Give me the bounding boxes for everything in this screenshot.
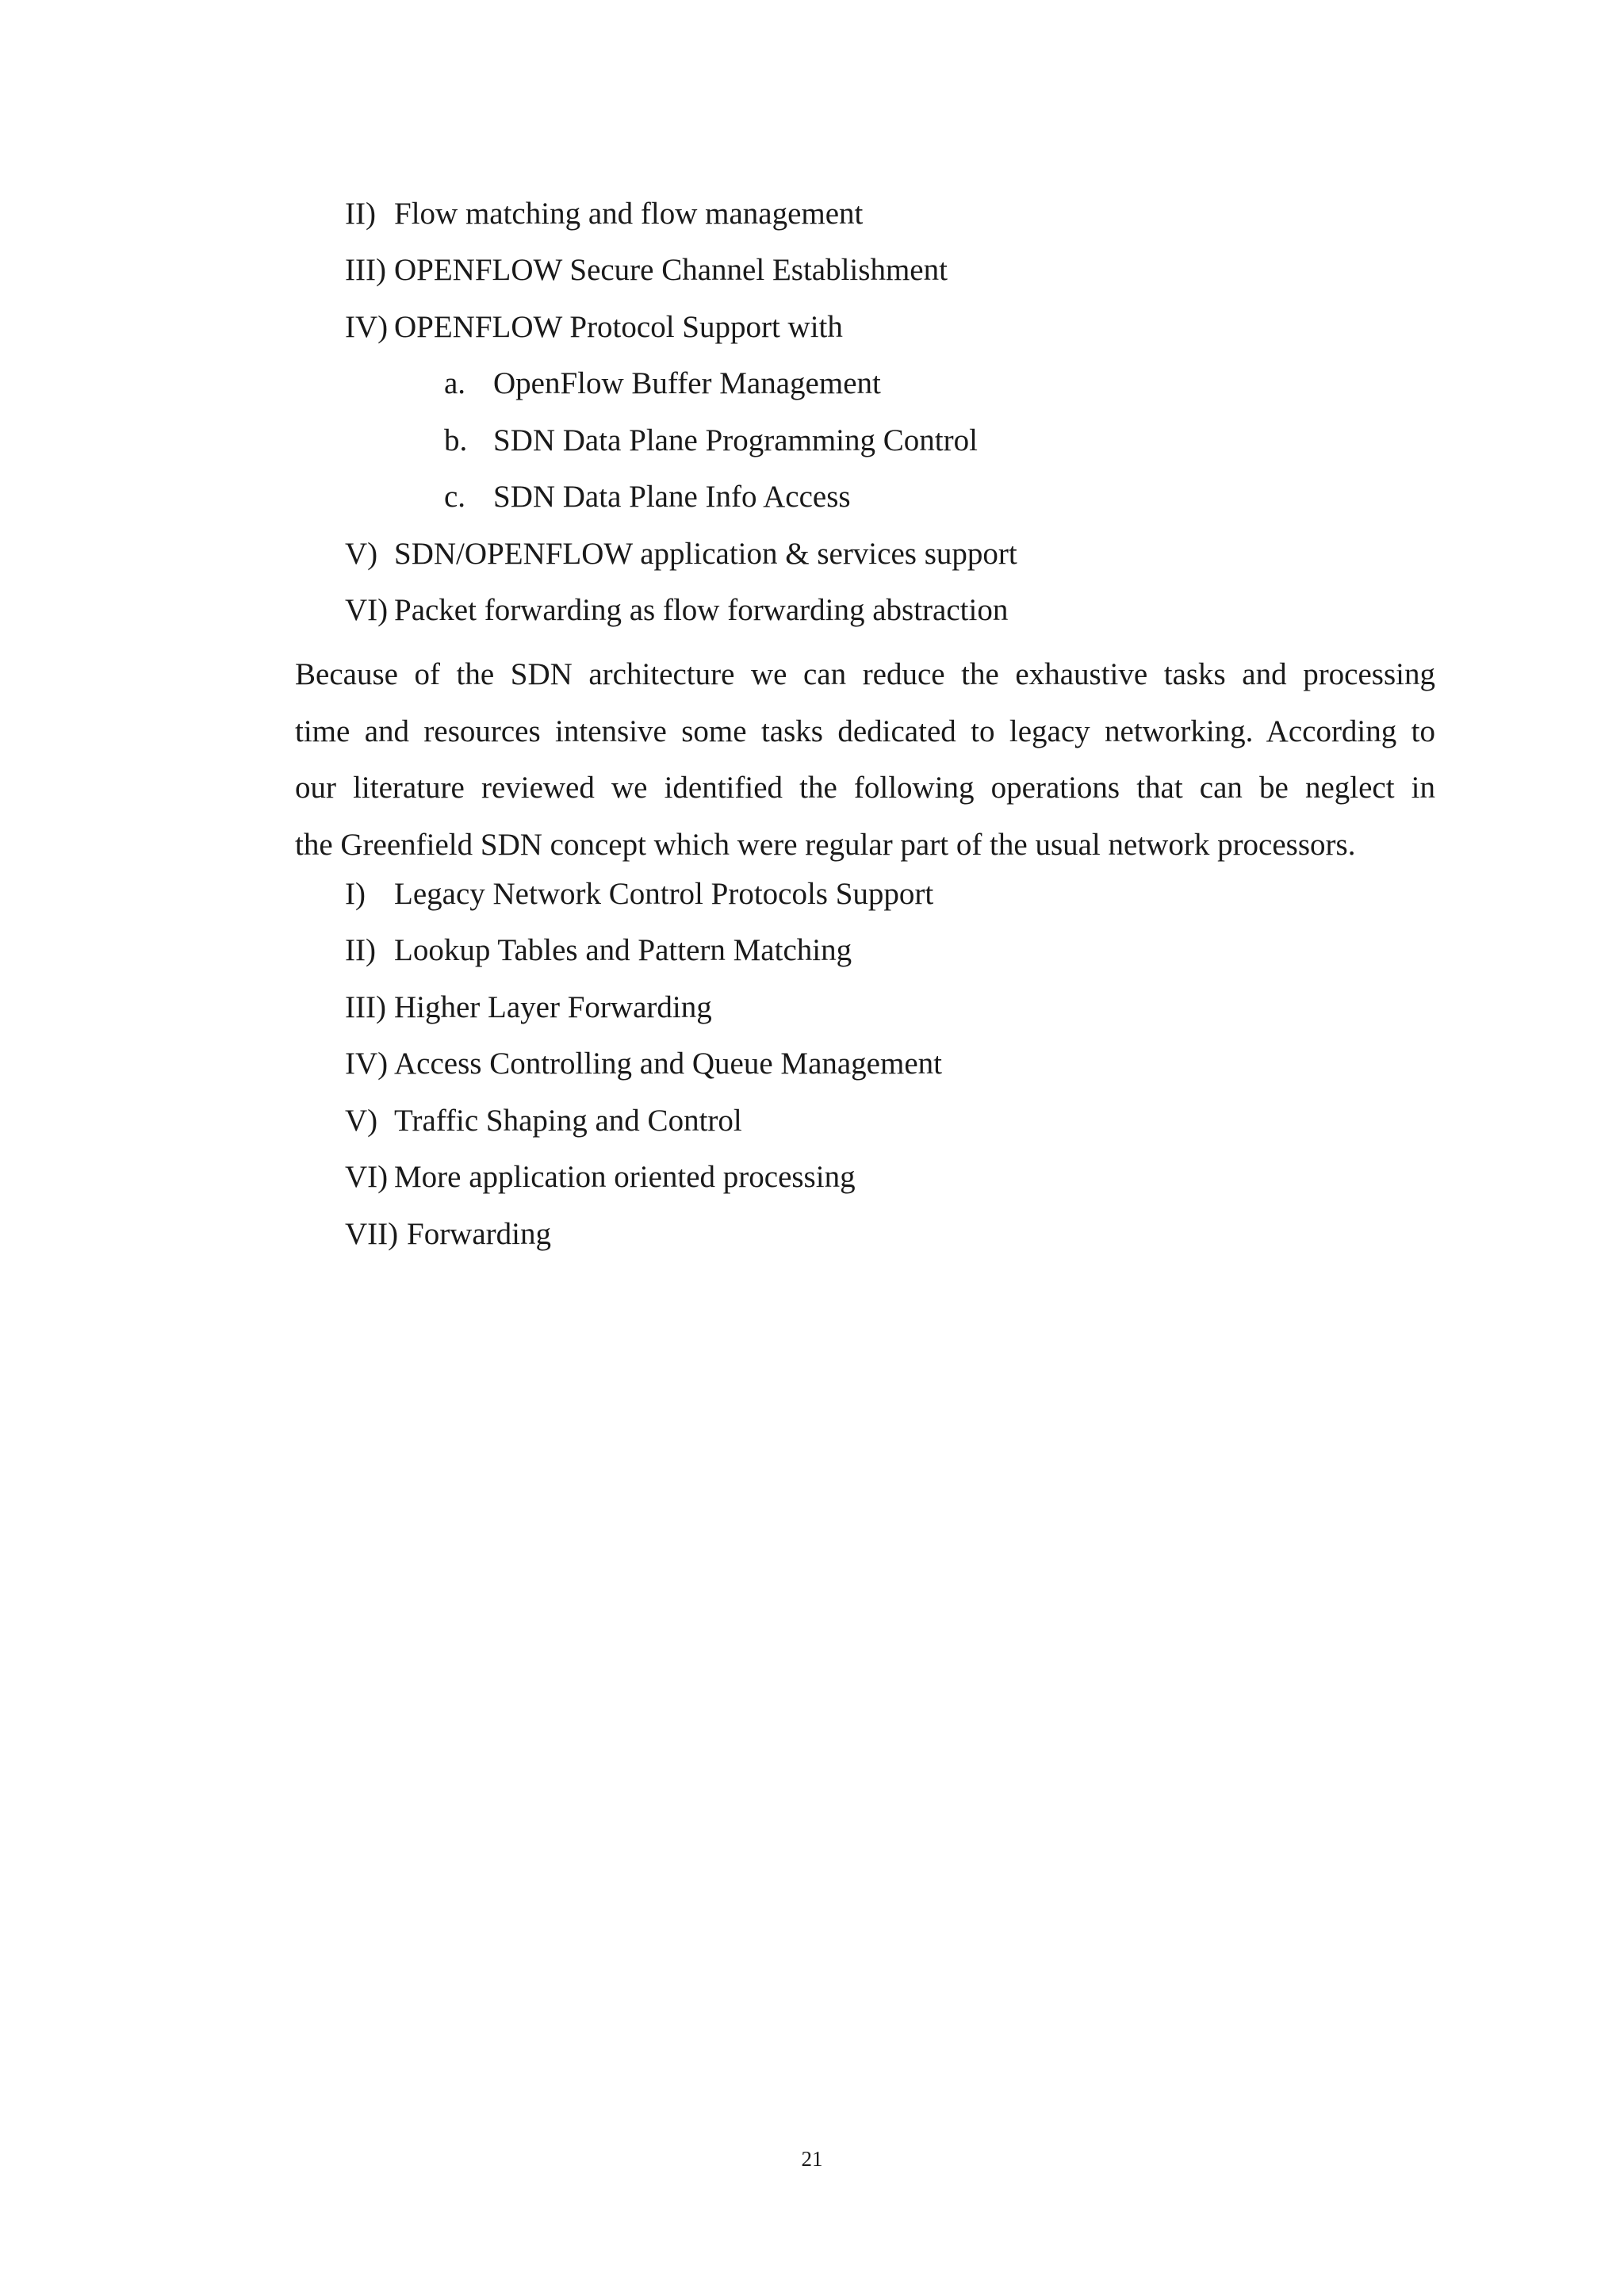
sublist-item-letter: a. <box>444 366 466 400</box>
list-item-number: VI) <box>345 1160 389 1194</box>
list-item-number: V) <box>345 537 378 571</box>
list-item-text: SDN/OPENFLOW application & services support <box>394 537 1017 571</box>
list-item-text: Higher Layer Forwarding <box>394 990 712 1024</box>
list-item-number: II) <box>345 197 376 231</box>
list-item-number: IV) <box>345 1047 389 1081</box>
list-item-number: VI) <box>345 593 389 627</box>
paragraph-line: our literature reviewed we identified the following operations that can be neglect in <box>295 771 1435 805</box>
list-item-number: III) <box>345 990 386 1024</box>
list-item-text: Forwarding <box>407 1217 551 1251</box>
list-item-text: Lookup Tables and Pattern Matching <box>394 933 852 967</box>
paragraph-line: Because of the SDN architecture we can reduce the exhaustive tasks and processing <box>295 657 1435 691</box>
list-item-text: Access Controlling and Queue Management <box>394 1047 942 1081</box>
list-item-number: IV) <box>345 310 389 344</box>
list-item-number: III) <box>345 253 386 287</box>
list-item-text: Packet forwarding as flow forwarding abstraction <box>394 593 1009 627</box>
list-item-number: II) <box>345 933 376 967</box>
list-item-number: VII) <box>345 1217 399 1251</box>
page-number: 21 <box>801 2147 823 2171</box>
sublist-item-text: SDN Data Plane Info Access <box>493 480 851 514</box>
list-item-text: Legacy Network Control Protocols Support <box>394 877 934 911</box>
paragraph-line: time and resources intensive some tasks dedicated to legacy networking. According to <box>295 714 1435 748</box>
list-item-text: OPENFLOW Secure Channel Establishment <box>394 253 948 287</box>
body-paragraph <box>295 646 1435 873</box>
sublist-item-letter: c. <box>444 480 466 514</box>
sublist-item-text: SDN Data Plane Programming Control <box>493 423 978 457</box>
paragraph-line: the Greenfield SDN concept which were regular part of the usual network processors. <box>295 827 1356 862</box>
list-item-text: More application oriented processing <box>394 1160 856 1194</box>
list-item-text: Flow matching and flow management <box>394 197 864 231</box>
sublist-item-letter: b. <box>444 423 468 457</box>
list-item-text: Traffic Shaping and Control <box>394 1104 742 1138</box>
list-item-number: I) <box>345 877 366 911</box>
list-item-text: OPENFLOW Protocol Support with <box>394 310 843 344</box>
list-item-number: V) <box>345 1104 378 1138</box>
sublist-item-text: OpenFlow Buffer Management <box>493 366 881 400</box>
